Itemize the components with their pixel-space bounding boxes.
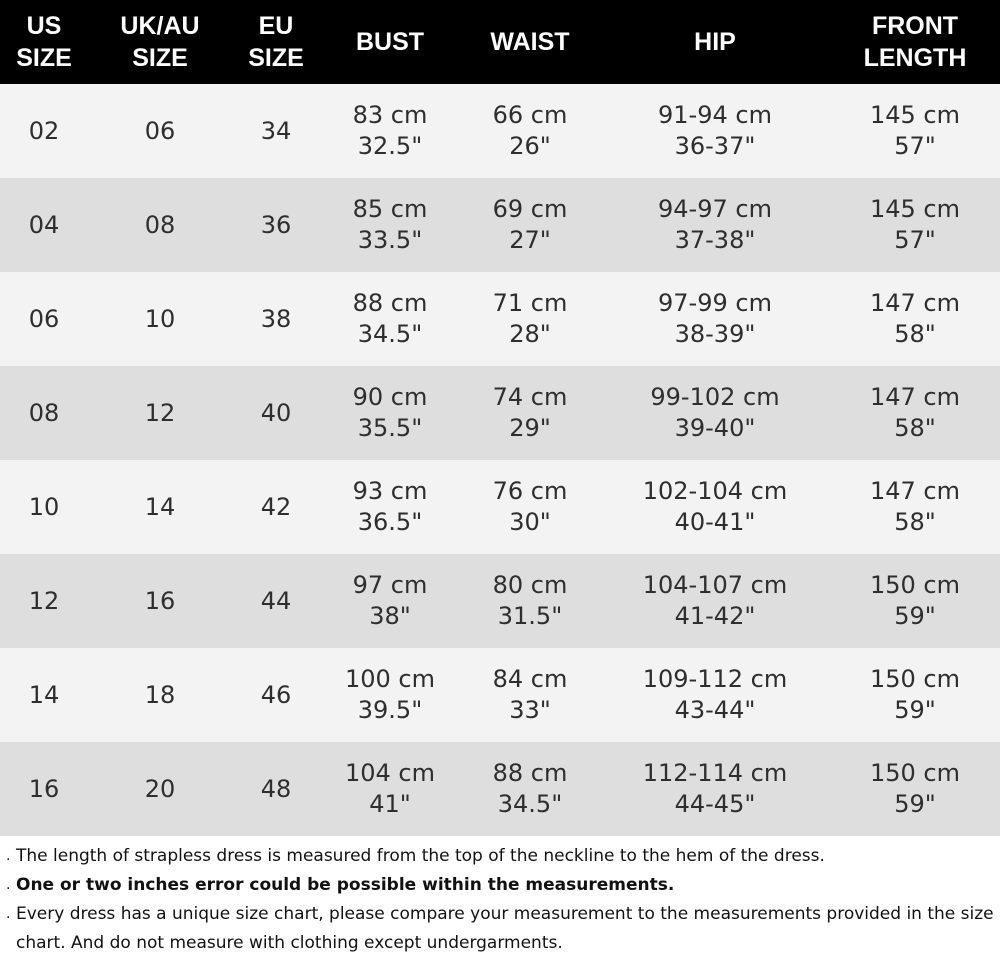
us-size-cell: 16 — [28, 774, 60, 803]
bust-cell: 90 cm 35.5" — [352, 383, 428, 442]
waist-cell: 74 cm 29" — [492, 383, 568, 442]
hip-cell: 99-102 cm 39-40" — [650, 383, 780, 442]
us-size-cell: 12 — [28, 586, 60, 615]
front-length-cell: 147 cm 58" — [869, 289, 960, 348]
header-front-length: FRONT LENGTH — [863, 12, 967, 72]
note-text: One or two inches error could be possible within the measurements. — [16, 875, 675, 895]
hip-cell: 104-107 cm 41-42" — [642, 571, 788, 630]
table-row — [0, 272, 1000, 366]
us-size-cell: 02 — [28, 116, 60, 145]
table-header-row — [0, 0, 1000, 84]
front-length-cell: 150 cm 59" — [869, 665, 960, 724]
table-row — [0, 554, 1000, 648]
us-size-cell: 10 — [28, 492, 60, 521]
waist-cell: 71 cm 28" — [492, 289, 568, 348]
eu-size-cell: 46 — [260, 680, 292, 709]
bust-cell: 83 cm 32.5" — [352, 101, 428, 160]
table-row — [0, 648, 1000, 742]
hip-cell: 102-104 cm 40-41" — [642, 477, 788, 536]
hip-cell: 109-112 cm 43-44" — [642, 665, 788, 724]
eu-size-cell: 34 — [260, 116, 292, 145]
header-uk-au-size: UK/AU SIZE — [120, 12, 200, 72]
waist-cell: 80 cm 31.5" — [492, 571, 568, 630]
note-item — [6, 900, 1000, 958]
header-eu-size: EU SIZE — [248, 12, 304, 72]
waist-cell: 69 cm 27" — [492, 195, 568, 254]
front-length-cell: 147 cm 58" — [869, 477, 960, 536]
bust-cell: 85 cm 33.5" — [352, 195, 428, 254]
waist-cell: 84 cm 33" — [492, 665, 568, 724]
hip-cell: 94-97 cm 37-38" — [658, 195, 772, 254]
us-size-cell: 08 — [28, 398, 60, 427]
us-size-cell: 14 — [28, 680, 60, 709]
bullet-icon: . — [6, 848, 11, 864]
uk-size-cell: 10 — [144, 304, 176, 333]
hip-cell: 112-114 cm 44-45" — [642, 759, 788, 818]
uk-size-cell: 20 — [144, 774, 176, 803]
bullet-icon: . — [6, 906, 11, 922]
hip-cell: 97-99 cm 38-39" — [658, 289, 772, 348]
waist-cell: 88 cm 34.5" — [492, 759, 568, 818]
hip-cell: 91-94 cm 36-37" — [658, 101, 772, 160]
uk-size-cell: 16 — [144, 586, 176, 615]
bullet-icon: . — [6, 877, 11, 893]
header-hip: HIP — [694, 28, 736, 56]
eu-size-cell: 38 — [260, 304, 292, 333]
bust-cell: 93 cm 36.5" — [352, 477, 428, 536]
bust-cell: 104 cm 41" — [344, 759, 435, 818]
note-text: Every dress has a unique size chart, please compare your measurement to the measurements provided in the size chart. And do not measure with clothing except undergarments. — [16, 904, 994, 953]
eu-size-cell: 40 — [260, 398, 292, 427]
uk-size-cell: 14 — [144, 492, 176, 521]
header-bust: BUST — [355, 28, 425, 56]
bust-cell: 100 cm 39.5" — [344, 665, 435, 724]
uk-size-cell: 08 — [144, 210, 176, 239]
bust-cell: 88 cm 34.5" — [352, 289, 428, 348]
eu-size-cell: 44 — [260, 586, 292, 615]
front-length-cell: 147 cm 58" — [869, 383, 960, 442]
eu-size-cell: 42 — [260, 492, 292, 521]
us-size-cell: 04 — [28, 210, 60, 239]
measurement-notes — [0, 842, 1000, 958]
note-item — [6, 871, 1000, 900]
front-length-cell: 145 cm 57" — [869, 101, 960, 160]
front-length-cell: 150 cm 59" — [869, 759, 960, 818]
us-size-cell: 06 — [28, 304, 60, 333]
front-length-cell: 145 cm 57" — [869, 195, 960, 254]
table-row — [0, 742, 1000, 836]
header-us-size: US SIZE — [16, 12, 72, 72]
note-item — [6, 842, 1000, 871]
table-row — [0, 460, 1000, 554]
header-waist: WAIST — [490, 28, 570, 56]
bust-cell: 97 cm 38" — [352, 571, 428, 630]
waist-cell: 76 cm 30" — [492, 477, 568, 536]
uk-size-cell: 18 — [144, 680, 176, 709]
table-row — [0, 84, 1000, 178]
waist-cell: 66 cm 26" — [492, 101, 568, 160]
eu-size-cell: 36 — [260, 210, 292, 239]
uk-size-cell: 06 — [144, 116, 176, 145]
table-row — [0, 178, 1000, 272]
note-text: The length of strapless dress is measured from the top of the neckline to the hem of the dress. — [16, 846, 825, 866]
uk-size-cell: 12 — [144, 398, 176, 427]
eu-size-cell: 48 — [260, 774, 292, 803]
front-length-cell: 150 cm 59" — [869, 571, 960, 630]
table-row — [0, 366, 1000, 460]
